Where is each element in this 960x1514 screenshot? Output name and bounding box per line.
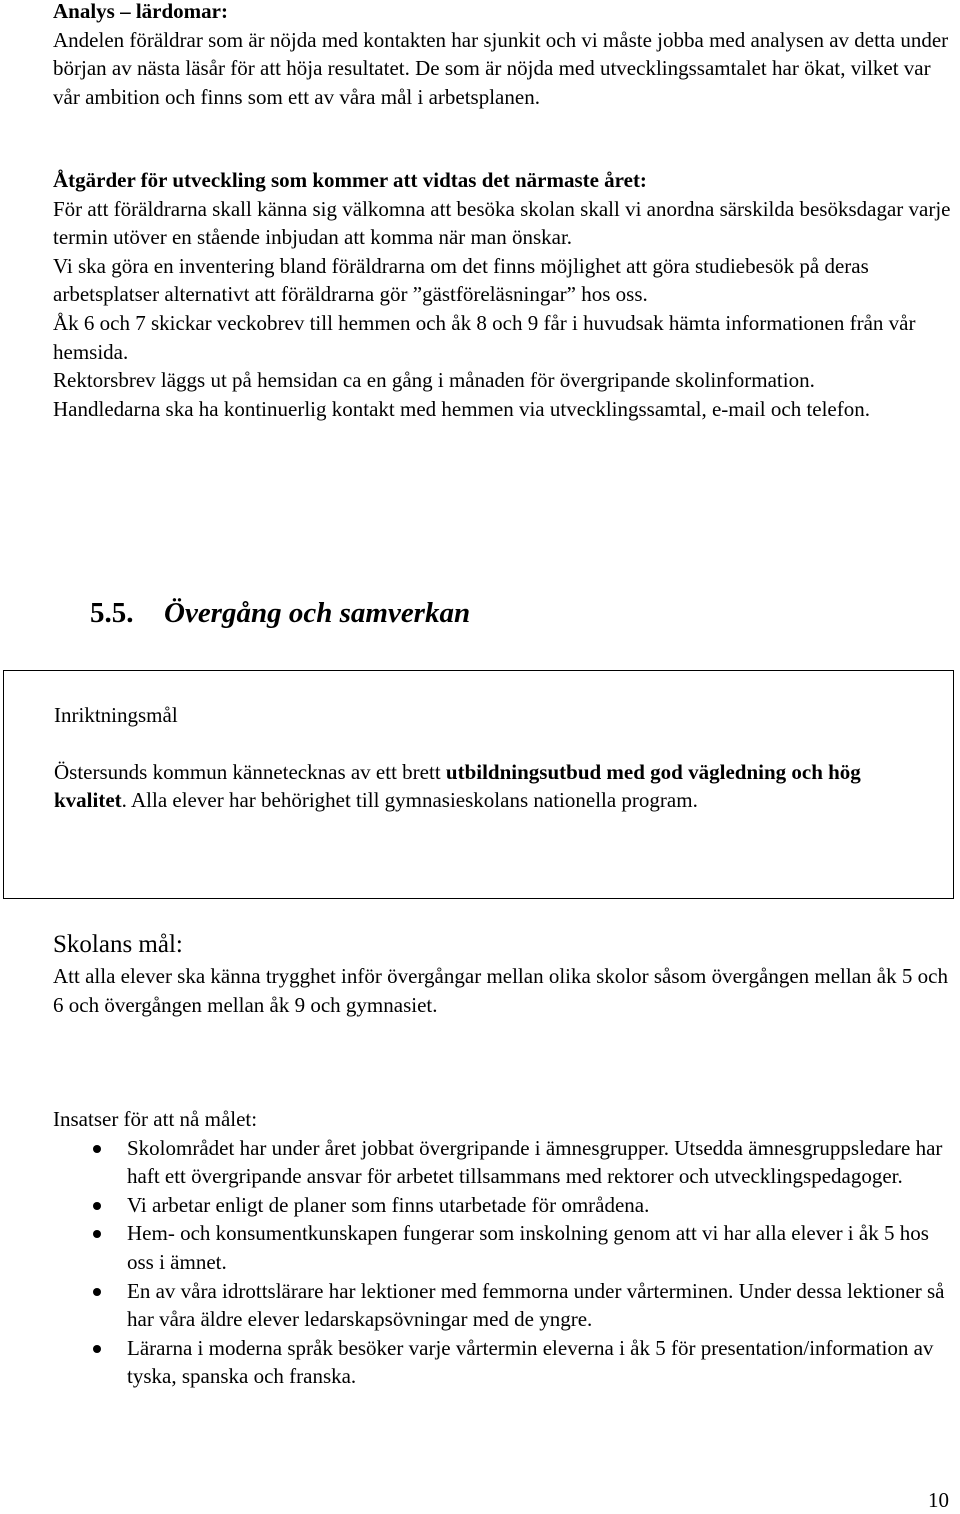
inriktningsmal-text-after: . Alla elever har behörighet till gymnasieskolans nationella program. — [121, 788, 698, 813]
skolans-mal-title: Skolans mål: — [53, 931, 183, 958]
bullet-icon — [93, 1145, 101, 1153]
list-item-text: Hem- och konsumentkunskapen fungerar som inskolning genom att vi har alla elever i åk 5 hos oss i ämnet. — [127, 1221, 929, 1274]
atgarder-paragraph: Handledarna ska ha kontinuerlig kontakt med hemmen via utvecklingssamtal, e-mail och telefon. — [53, 396, 871, 421]
bullet-icon — [93, 1230, 101, 1238]
list-item — [53, 1134, 958, 1191]
list-item-text: Lärarna i moderna språk besöker varje vårtermin eleverna i åk 5 för presentation/information av tyska, spanska och franska. — [127, 1335, 934, 1389]
inriktningsmal-box — [3, 670, 954, 899]
skolans-mal-section — [53, 928, 958, 1019]
page-number: 10 — [928, 1488, 949, 1512]
list-item-text: Vi arbetar enligt de planer som finns utarbetade för områdena. — [127, 1192, 650, 1217]
list-item — [53, 1191, 958, 1220]
list-item — [53, 1277, 958, 1334]
list-item — [53, 1219, 958, 1276]
list-item — [53, 1334, 958, 1391]
inriktningsmal-text-before: Östersunds kommun kännetecknas av ett brett — [54, 759, 446, 784]
inriktningsmal-text — [54, 758, 934, 815]
analys-text: Andelen föräldrar som är nöjda med kontakten har sjunkit och vi måste jobba med analysen av detta under början av nästa läsår för att höja resultatet. De som är nöjda med utvecklingssamtalet har ökat, vilket var vår ambition och finns som ett av våra mål i arbetsplanen. — [53, 27, 949, 109]
section-title: Övergång och samverkan — [164, 597, 471, 629]
bullet-icon — [93, 1202, 101, 1210]
skolans-mal-text: Att alla elever ska känna trygghet inför övergångar mellan olika skolor såsom övergången mellan åk 5 och 6 och övergången mellan åk 9 och gymnasiet. — [53, 964, 948, 1017]
atgarder-paragraph: Vi ska göra en inventering bland föräldrarna om det finns möjlighet att göra studiebesök på deras arbetsplatser alternativt att föräldrarna gör ”gästföreläsningar” hos oss. — [53, 253, 869, 307]
insatser-section — [53, 1105, 958, 1391]
atgarder-paragraph: För att föräldrarna skall känna sig välkomna att besöka skolan skall vi anordna särskilda besöksdagar varje termin utöver en stående inbjudan att komma när man önskar. — [53, 196, 951, 250]
section-heading — [90, 595, 470, 631]
list-item-text: En av våra idrottslärare har lektioner med femmorna under vårterminen. Under dessa lektioner så har våra äldre elever ledarskapsövningar med de yngre. — [127, 1278, 945, 1332]
inriktningsmal-title: Inriktningsmål — [54, 703, 178, 727]
inriktningsmal-text-bold: utbildningsutbud med god vägledning och hög kvalitet — [54, 759, 861, 813]
section-number: 5.5. — [90, 597, 134, 629]
atgarder-heading: Åtgärder för utveckling som kommer att vidtas det närmaste året: — [53, 168, 647, 192]
insatser-list — [53, 1134, 958, 1391]
list-item-text: Skolområdet har under året jobbat övergripande i ämnesgrupper. Utsedda ämnesgruppsledare har haft ett övergripande ansvar för arbetet tillsammans med rektorer och utvecklingspedagoger. — [127, 1135, 943, 1189]
atgarder-section — [53, 166, 958, 423]
insatser-title: Insatser för att nå målet: — [53, 1107, 258, 1131]
bullet-icon — [93, 1288, 101, 1296]
atgarder-paragraph: Rektorsbrev läggs ut på hemsidan ca en gång i månaden för övergripande skolinformation. — [53, 368, 815, 393]
atgarder-paragraph: Åk 6 och 7 skickar veckobrev till hemmen och åk 8 och 9 får i huvudsak hämta informationen från vår hemsida. — [53, 310, 916, 364]
bullet-icon — [93, 1345, 101, 1353]
analys-section — [53, 0, 958, 111]
analys-heading: Analys – lärdomar: — [53, 0, 228, 23]
